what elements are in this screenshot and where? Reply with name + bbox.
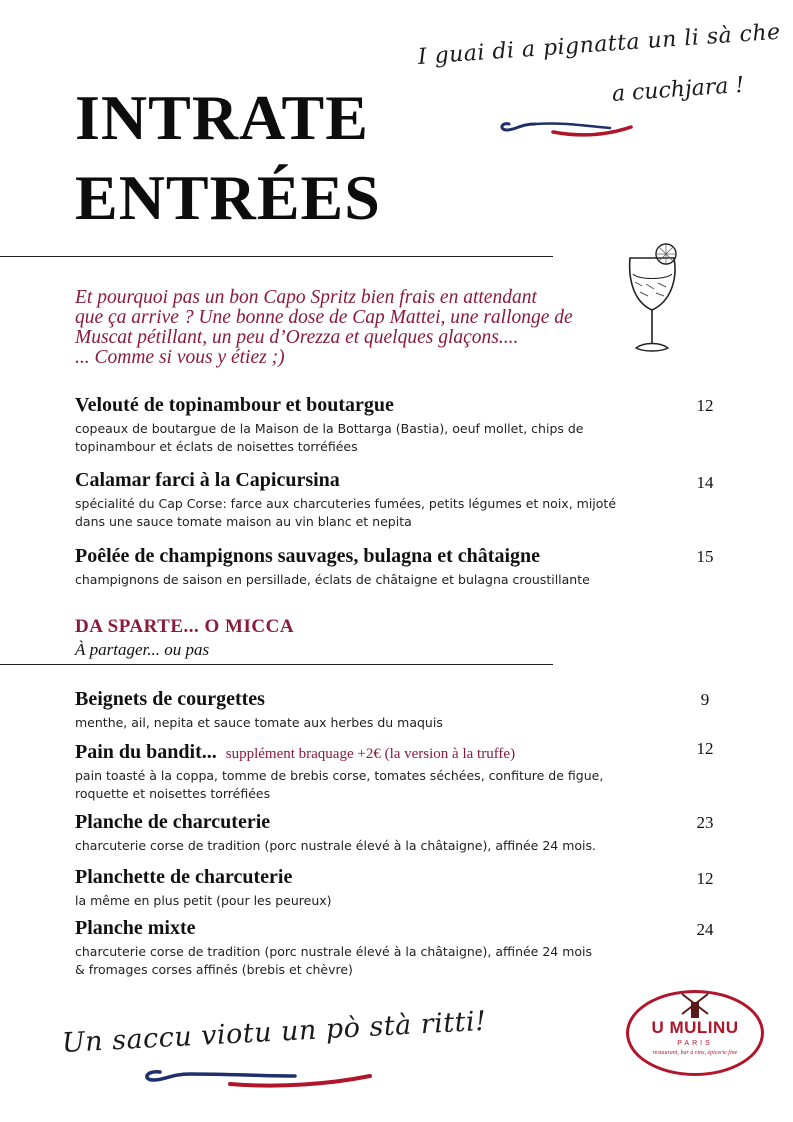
item-name: Velouté de topinambour et boutargue [75,394,394,416]
item-description-line: roquette et noisettes torréfiées [75,786,271,801]
page-title [75,78,381,238]
item-name: Calamar farci à la Capicursina [75,469,340,491]
item-description-line: menthe, ail, nepita et sauce tomate aux herbes du maquis [75,715,443,730]
divider-sharing [0,664,553,665]
menu-item [75,741,715,803]
menu-item [75,469,715,531]
item-description [75,420,715,456]
item-description-line: pain toasté à la coppa, tomme de brebis corse, tomates séchées, confiture de figue, [75,768,604,783]
item-name-row [75,741,715,764]
item-name: Planche mixte [75,917,196,939]
item-supplement-note: supplément braquage +2€ (la version à la truffe) [225,746,516,762]
menu-item [75,394,715,456]
item-description-line: topinambour et éclats de noisettes torréfiées [75,439,358,454]
item-description [75,767,715,803]
item-description [75,714,715,732]
item-description [75,837,715,855]
item-description [75,943,715,979]
item-description-line: dans une sauce tomate maison au vin blanc et nepita [75,514,412,529]
item-price: 12 [696,396,714,415]
windmill-icon [678,992,712,1018]
intro-line: Et pourquoi pas un bon Capo Spritz bien frais en attendant [75,287,537,308]
flourish-bottom-icon [120,1064,380,1094]
item-name: Beignets de courgettes [75,688,265,710]
item-name: Pain du bandit... [75,741,217,763]
menu-item [75,688,715,732]
item-price: 23 [696,813,714,832]
intro-text [75,288,635,368]
handwritten-proverb-line1: I guai di a pignatta un li sà che [417,19,782,70]
item-name: Planche de charcuterie [75,811,271,833]
item-description-line: la même en plus petit (pour les peureux) [75,893,332,908]
item-price: 12 [696,869,714,888]
logo-tagline: restaurant, bar à vins, épicerie fine [652,1050,738,1056]
item-price: 12 [696,739,714,758]
item-description [75,892,715,910]
item-price: 15 [696,547,714,566]
intro-line: Muscat pétillant, un peu d’Orezza et quelques glaçons.... [75,327,519,348]
restaurant-logo [626,990,764,1076]
item-description-line: spécialité du Cap Corse: farce aux charcuteries fumées, petits légumes et noix, mijoté [75,496,617,511]
item-description-line: copeaux de boutargue de la Maison de la Bottarga (Bastia), oeuf mollet, chips de [75,421,584,436]
menu-item [75,866,715,910]
handwritten-proverb-footer: Un saccu viotu un pò stà ritti! [61,1005,488,1059]
menu-item [75,917,715,979]
menu-item [75,811,715,855]
section-subtitle-sharing: À partager... ou pas [75,640,210,659]
item-price: 14 [696,473,714,492]
flourish-top-icon [495,112,635,142]
logo-city: PARIS [677,1040,713,1047]
section-title-sharing: DA SPARTE... O MICCA [75,616,295,637]
item-price: 24 [696,920,714,939]
item-name: Planchette de charcuterie [75,866,293,888]
item-description [75,571,715,589]
logo-name: U MULINU [651,1018,739,1037]
item-description-line: charcuterie corse de tradition (porc nustrale élevé à la châtaigne), affinée 24 mois. [75,838,597,853]
menu-item [75,545,715,589]
intro-line: que ça arrive ? Une bonne dose de Cap Mattei, une rallonge de [75,307,573,328]
spritz-glass-icon [620,240,690,360]
item-name: Poêlée de champignons sauvages, bulagna et châtaigne [75,545,541,567]
item-price: 9 [700,690,710,709]
intro-line: ... Comme si vous y étiez ;) [75,347,285,368]
title-line-intrate: INTRATE [75,82,369,153]
item-description [75,495,715,531]
divider-top [0,256,553,257]
item-description-line: champignons de saison en persillade, éclats de châtaigne et bulagna croustillante [75,572,590,587]
handwritten-proverb-line2: a cuchjara ! [611,72,746,107]
title-line-entrees: ENTRÉES [75,162,381,233]
item-description-line: charcuterie corse de tradition (porc nustrale élevé à la châtaigne), affinée 24 mois [75,944,593,959]
item-description-line: & fromages corses affinés (brebis et chèvre) [75,962,353,977]
